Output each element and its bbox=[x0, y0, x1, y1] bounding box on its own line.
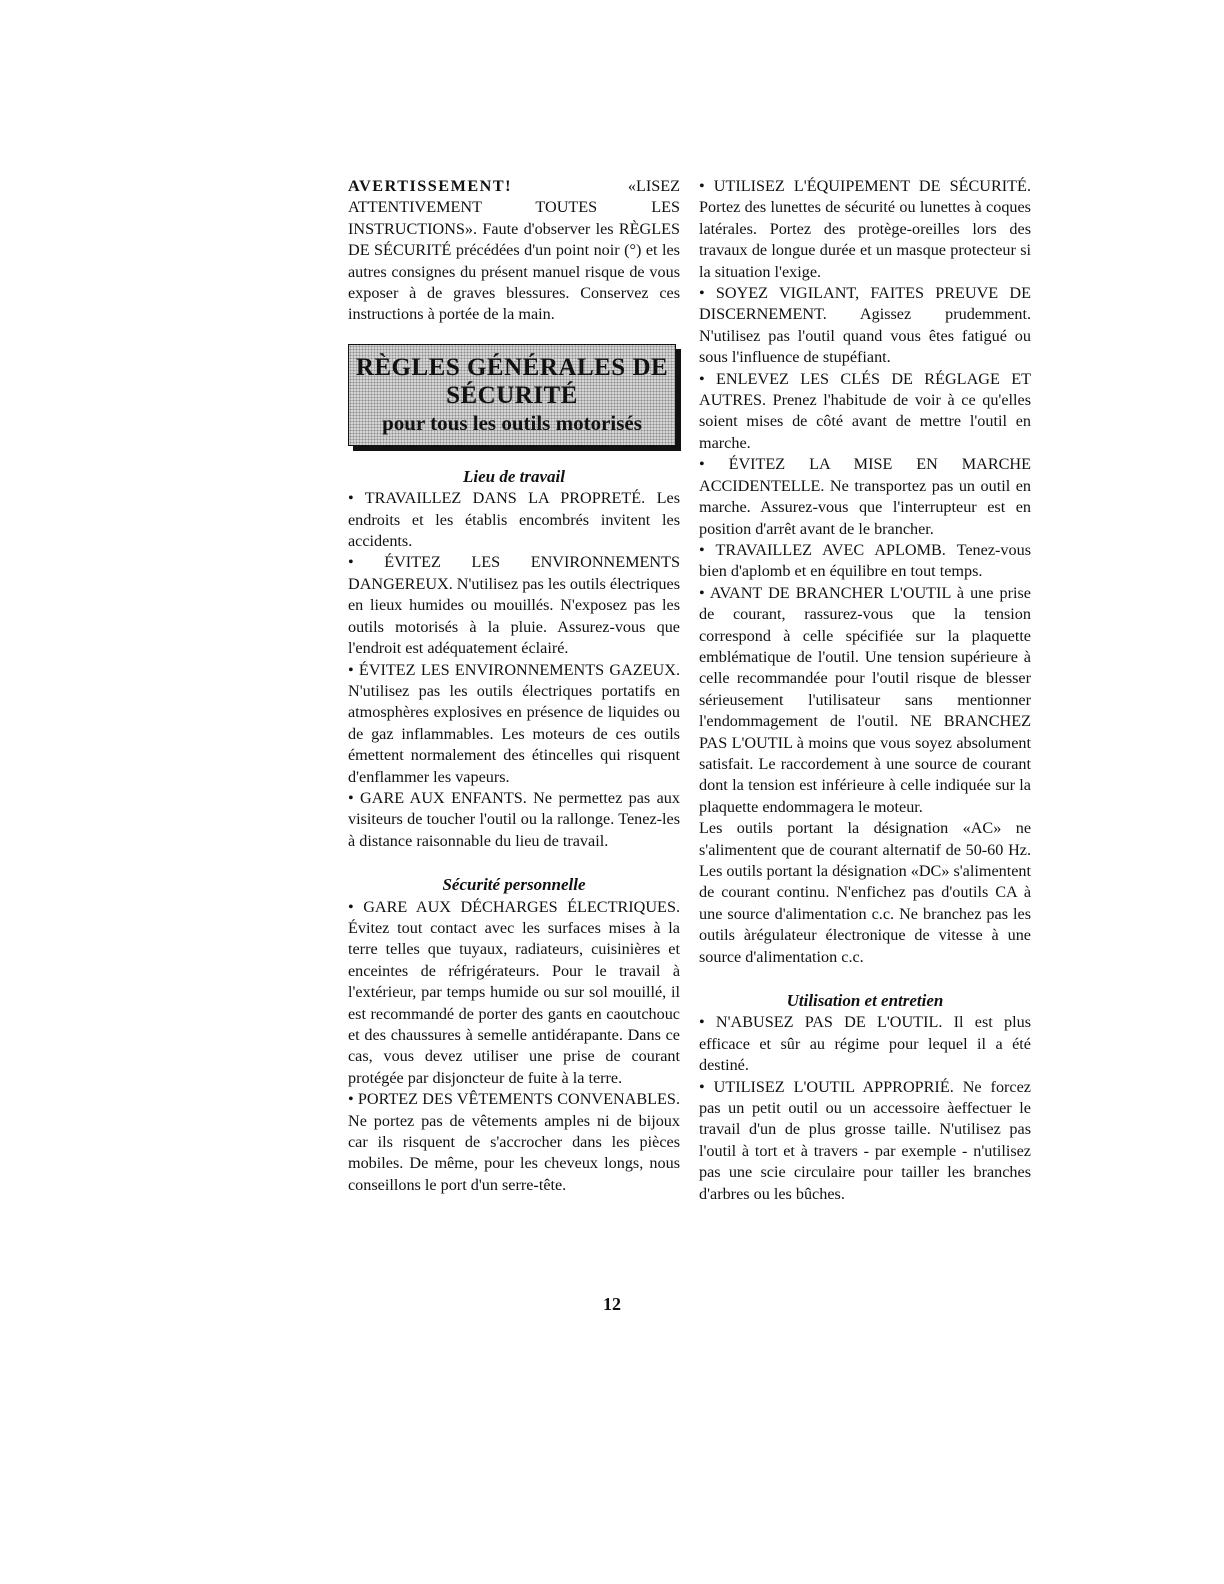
paragraph: • GARE AUX DÉCHARGES ÉLECTRIQUES. Évitez tout contact avec les surfaces mises à la terre telles que tuyaux, radiateurs, cuisinières et enceintes de réfrigérateurs. Pour le travail à l'extérieur, par temps humide ou sur sol mouillé, il est recommandé de porter des gants en caoutchouc et des chaussures à semelle antidérapante. Dans ce cas, vous devez utiliser une prise de courant protégée par disjoncteur de fuite à la terre. bbox=[348, 897, 680, 1087]
paragraph: • ÉVITEZ LA MISE EN MARCHE ACCIDENTELLE. Ne transportez pas un outil en marche. Assurez-vous que l'interrupteur est en position d'arrêt avant de le brancher. bbox=[699, 455, 1031, 538]
paragraph: • UTILISEZ L'ÉQUIPEMENT DE SÉCURITÉ. Portez des lunettes de sécurité ou lunettes à coques latérales. Portez des protège-oreilles lors des travaux de longue durée et un masque protecteur si la situation l'exige. bbox=[699, 177, 1031, 281]
paragraph: • N'ABUSEZ PAS DE L'OUTIL. Il est plus efficace et sûr au régime pour lequel il a été destiné. bbox=[699, 1013, 1031, 1075]
left-column bbox=[348, 176, 680, 1196]
paragraph: • ÉVITEZ LES ENVIRONNEMENTS DANGEREUX. N'utilisez pas les outils électriques en lieux humides ou mouillés. N'exposez pas les outils motorisés à la pluie. Assurez-vous que l'endroit est adéquatement éclairé. bbox=[348, 553, 681, 658]
title-line-1: RÈGLES GÉNÉRALES DE bbox=[355, 353, 669, 381]
paragraph: • TRAVAILLEZ AVEC APLOMB. Tenez-vous bien d'aplomb et en équilibre en tout temps. bbox=[699, 540, 1031, 581]
section-title-utilisation-et-entretien: Utilisation et entretien bbox=[786, 991, 944, 1011]
paragraph: • AVANT DE BRANCHER L'OUTIL à une prise de courant, rassurez-vous que la tension correspond à celle spécifiée sur la plaquette emblématique de l'outil. Une tension supérieure à celle recommandée pour l'outil risque de blesser sérieusement l'utilisateur sans mentionner l'endommagement de l'outil. NE BRANCHEZ PAS L'OUTIL à moins que vous soyez absolument satisfait. Le raccordement à une source de courant dont la tension est inférieure à celle indiquée sur la plaquette endommagera le moteur. bbox=[699, 583, 1031, 816]
right-column bbox=[699, 176, 1031, 1205]
section-title-lieu-de-travail: Lieu de travail bbox=[463, 466, 565, 486]
paragraph: • ÉVITEZ LES ENVIRONNEMENTS GAZEUX. N'utilisez pas les outils électriques portatifs en atmosphères explosives en présence de liquides ou de gaz inflammables. Les moteurs de ces outils émettent normalement des étincelles qui risquent d'enflammer les vapeurs. bbox=[348, 660, 680, 786]
title-line-2: SÉCURITÉ bbox=[446, 381, 578, 409]
warning-text: «LISEZ ATTENTIVEMENT TOUTES LES INSTRUCTIONS». Faute d'observer les RÈGLES DE SÉCURITÉ précédées d'un point noir (°) et les autres consignes du présent manuel risque de vous exposer à de graves blessures. Conservez ces instructions à portée de la main. bbox=[348, 177, 680, 324]
paragraph: • SOYEZ VIGILANT, FAITES PREUVE DE DISCERNEMENT. Agissez prudemment. N'utilisez pas l'outil quand vous êtes fatigué ou sous l'influence de stupéfiant. bbox=[699, 284, 1031, 367]
paragraph: • GARE AUX ENFANTS. Ne permettez pas aux visiteurs de toucher l'outil ou la rallonge. Tenez-les à distance raisonnable du lieu de travail. bbox=[348, 788, 680, 850]
paragraph: • PORTEZ DES VÊTEMENTS CONVENABLES. Ne portez pas de vêtements amples ni de bijoux car ils risquent de s'accrocher dans les pièces mobiles. De même, pour les cheveux longs, nous conseillons le port d'un serre-tête. bbox=[348, 1090, 680, 1194]
spacer bbox=[348, 852, 680, 874]
paragraph: • ENLEVEZ LES CLÉS DE RÉGLAGE ET AUTRES. Prenez l'habitude de voir à ce qu'elles soient mises de côté avant de mettre l'outil en marche. bbox=[699, 369, 1031, 452]
paragraph: Les outils portant la désignation «AC» ne s'alimentent que de courant alternatif de 50-60 Hz. Les outils portant la désignation «DC» s'alimentent de courant continu. N'enfichez pas d'outils CA à une source d'alimentation c.c. Ne branchez pas les outils àrégulateur électronique de vitesse à une source d'alimentation c.c. bbox=[699, 819, 1032, 966]
title-line-3: pour tous les outils motorisés bbox=[382, 410, 642, 435]
warning-label: AVERTISSEMENT! bbox=[348, 177, 513, 195]
warning-paragraph bbox=[348, 176, 680, 326]
paragraph: • UTILISEZ L'OUTIL APPROPRIÉ. Ne forcez pas un petit outil ou un accessoire àeffectuer le travail d'un de plus grosse taille. N'utilisez pas l'outil à tort et à travers - par exemple - n'utilisez pas une scie circulaire pour tailler les branches d'arbres ou les bûches. bbox=[699, 1077, 1031, 1203]
paragraph: • TRAVAILLEZ DANS LA PROPRETÉ. Les endroits et les établis encombrés invitent les accidents. bbox=[348, 489, 680, 551]
title-box bbox=[348, 344, 676, 446]
spacer bbox=[699, 968, 1031, 990]
page-number: 12 bbox=[603, 1294, 621, 1314]
section-title-securite-personnelle: Sécurité personnelle bbox=[442, 875, 586, 895]
